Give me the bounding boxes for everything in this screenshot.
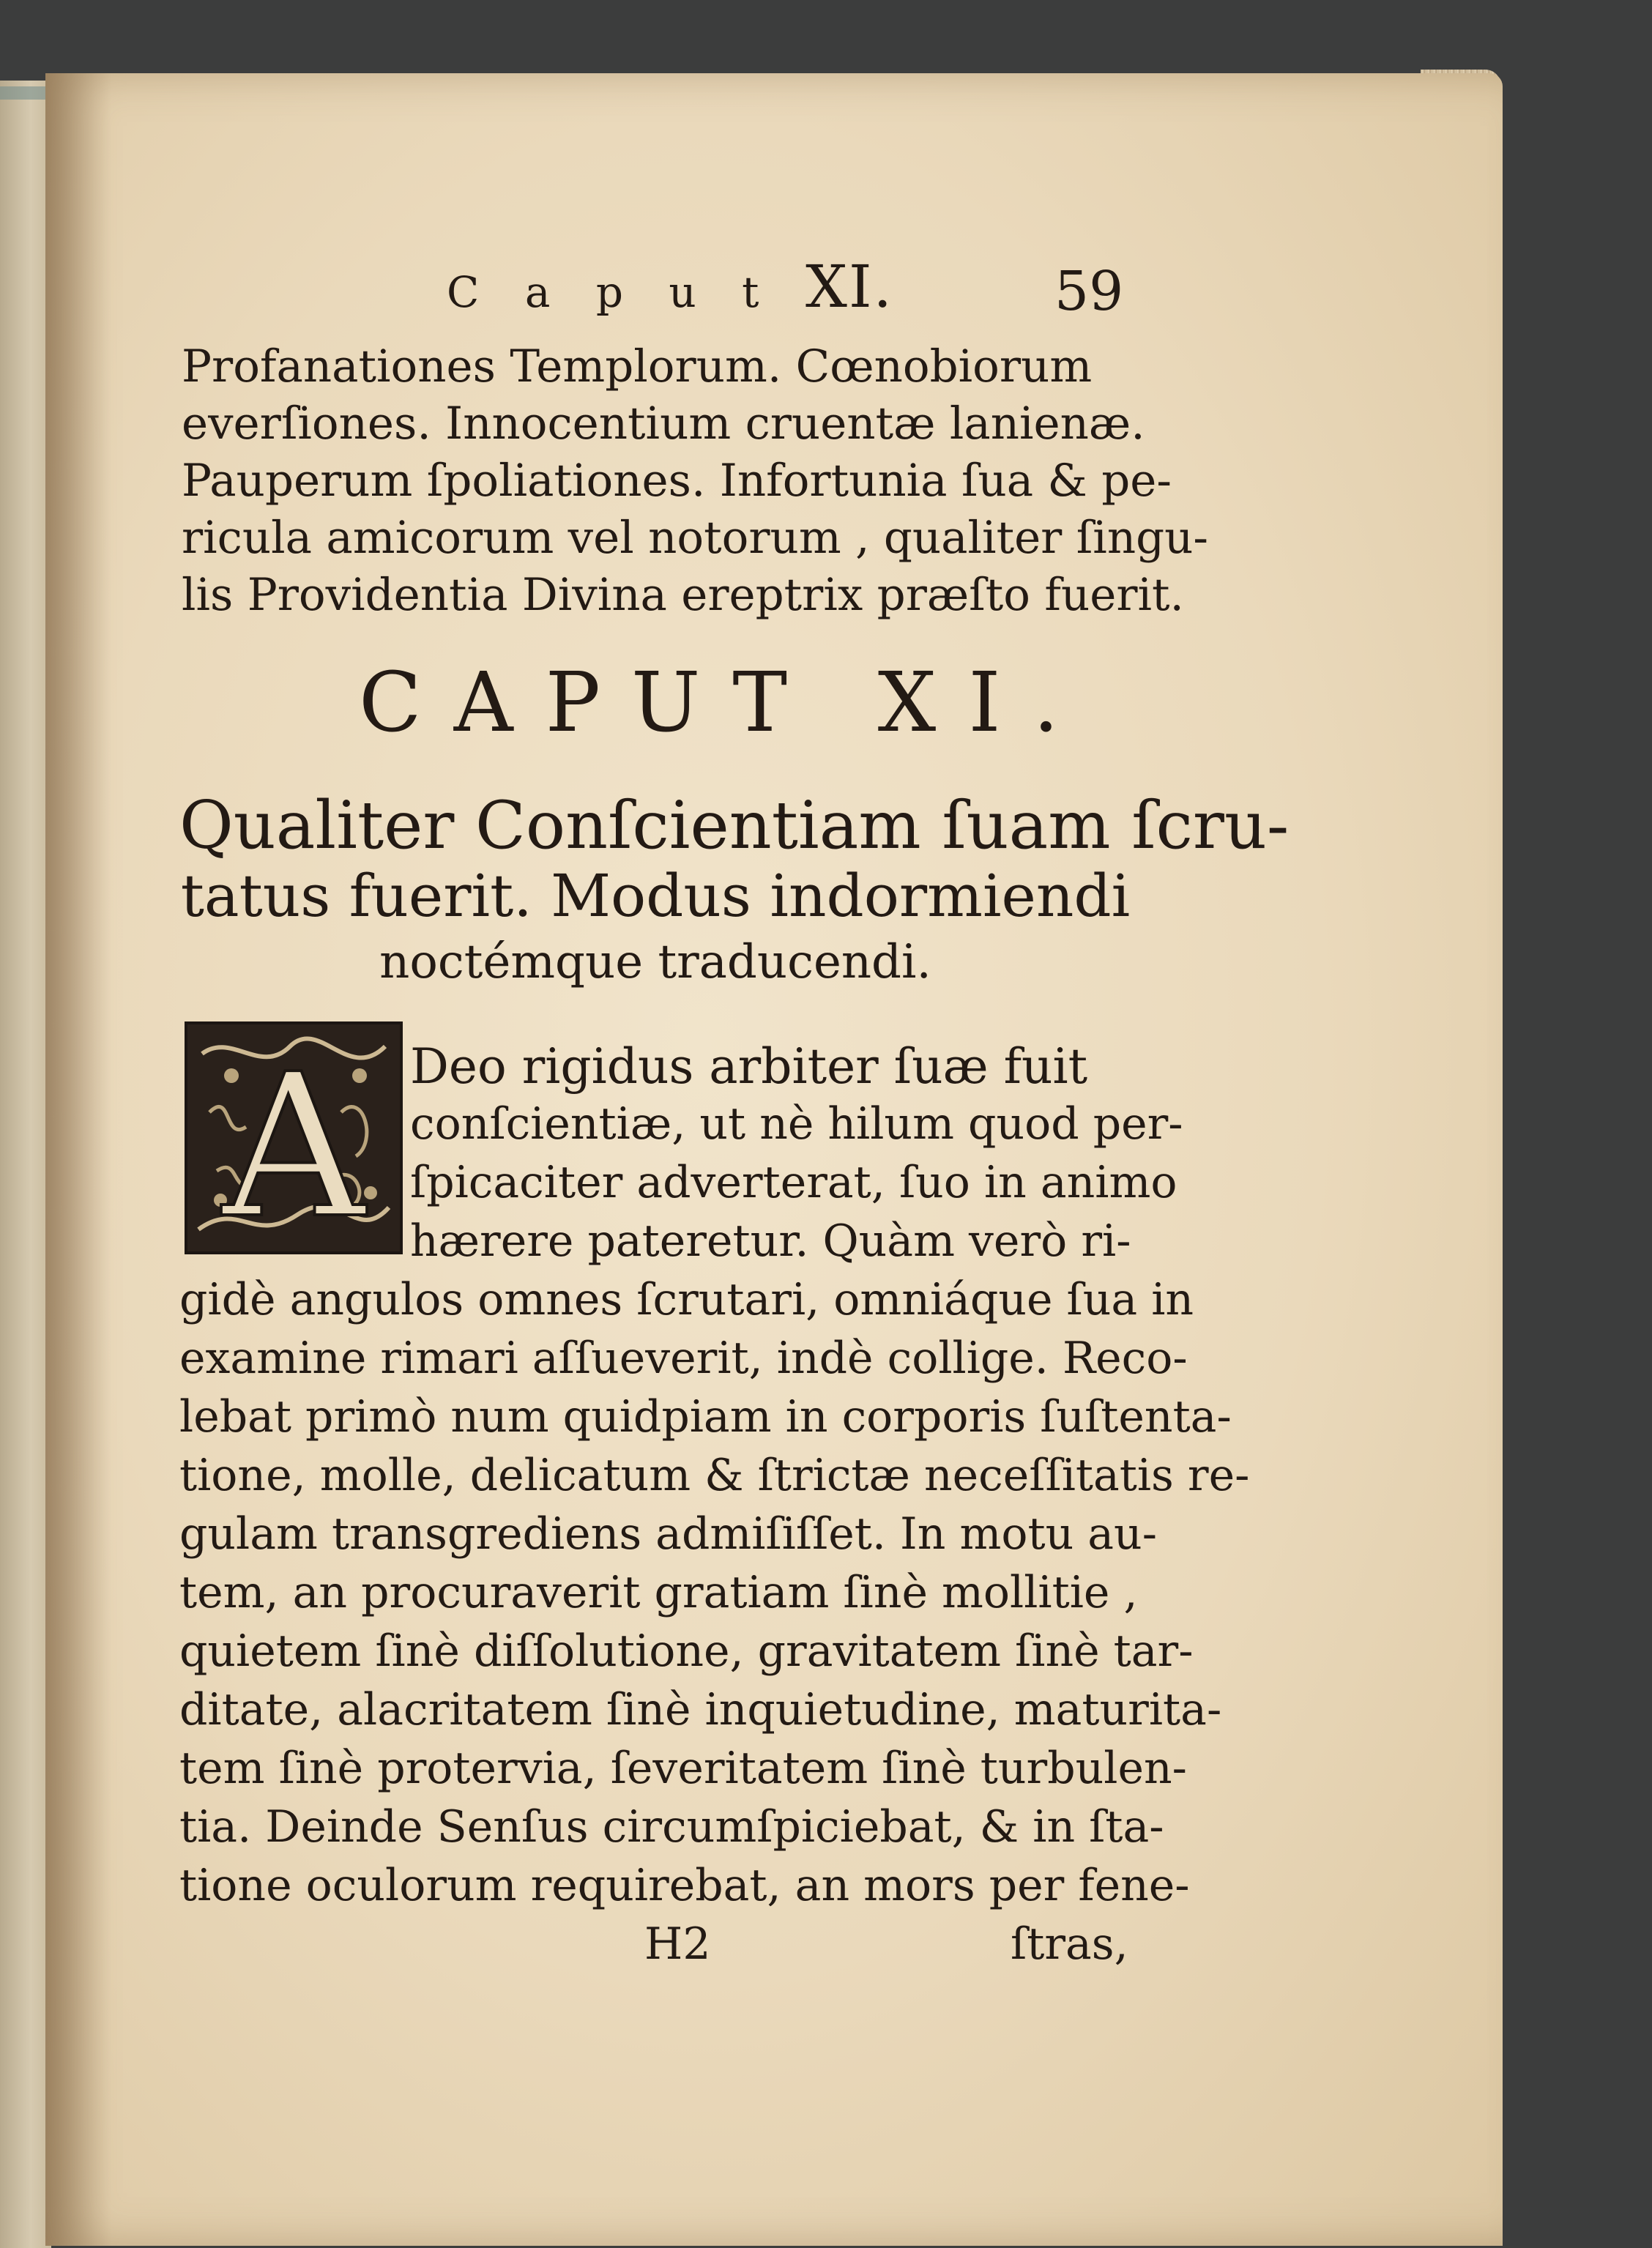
initial-ornament-image bbox=[187, 1024, 400, 1251]
body-line: quietem ſinè diſſolutione, gravitatem ſinè tar- bbox=[179, 1626, 1194, 1677]
chapter-title-line: Qualiter Conſcientiam ſuam ſcru- bbox=[179, 787, 1290, 864]
body-line: tem ſinè protervia, ſeveritatem ſinè turbulen- bbox=[179, 1743, 1187, 1794]
body-line: conſcientiæ, ut nè hilum quod per- bbox=[410, 1098, 1183, 1150]
folio-number: 59 bbox=[1054, 260, 1124, 323]
chapter-title-line: noctémque traducendi. bbox=[379, 935, 931, 989]
body-line: ditate, alacritatem ſinè inquietudine, maturita- bbox=[179, 1684, 1222, 1735]
body-line: Deo rigidus arbiter ſuæ fuit bbox=[410, 1038, 1088, 1095]
running-head-number: XI. bbox=[805, 253, 893, 321]
chapter-title-line: tatus fuerit. Modus indormiendi bbox=[180, 862, 1131, 930]
running-head-chapter-word: C a p u t bbox=[447, 267, 775, 317]
summary-line: everſiones. Innocentium cruentæ lanienæ. bbox=[182, 398, 1145, 450]
body-line: gidè angulos omnes ſcrutari, omniáque ſua in bbox=[179, 1274, 1194, 1325]
signature-mark: H2 bbox=[644, 1918, 711, 1970]
summary-line: Profanationes Templorum. Cœnobiorum bbox=[182, 340, 1093, 392]
body-line: hærere pateretur. Quàm verò ri- bbox=[410, 1216, 1131, 1267]
body-line: lebat primò num quidpiam in corporis ſuſtenta- bbox=[179, 1391, 1232, 1443]
body-line: tem, an procuraverit gratiam ſinè mollitie , bbox=[179, 1567, 1138, 1618]
summary-line: ricula amicorum vel notorum , qualiter ſingu- bbox=[182, 512, 1209, 564]
catchword: ſtras, bbox=[1011, 1918, 1128, 1970]
initial-letter: A bbox=[222, 1031, 365, 1251]
body-line: gulam transgrediens admiſiſſet. In motu au- bbox=[179, 1508, 1157, 1560]
body-line: ſpicaciter adverterat, ſuo in animo bbox=[410, 1157, 1177, 1208]
summary-line: lis Providentia Divina ereptrix præſto fuerit. bbox=[182, 569, 1184, 621]
decorated-initial bbox=[185, 1021, 403, 1254]
running-head bbox=[447, 253, 775, 321]
body-line: examine rimari aſſueverit, indè collige. Reco- bbox=[179, 1333, 1188, 1384]
summary-line: Pauperum ſpoliationes. Infortunia ſua & pe- bbox=[182, 455, 1172, 507]
body-line: tia. Deinde Senſus circumſpiciebat, & in ſta- bbox=[179, 1801, 1164, 1853]
gutter-shadow bbox=[45, 73, 111, 2246]
body-line: tione, molle, delicatum & ſtrictæ neceſſitatis re- bbox=[179, 1450, 1250, 1501]
chapter-heading: CAPUT XI. bbox=[359, 655, 1092, 751]
left-page-edge bbox=[0, 81, 51, 2248]
body-line: tione oculorum requirebat, an mors per fene- bbox=[179, 1860, 1190, 1911]
